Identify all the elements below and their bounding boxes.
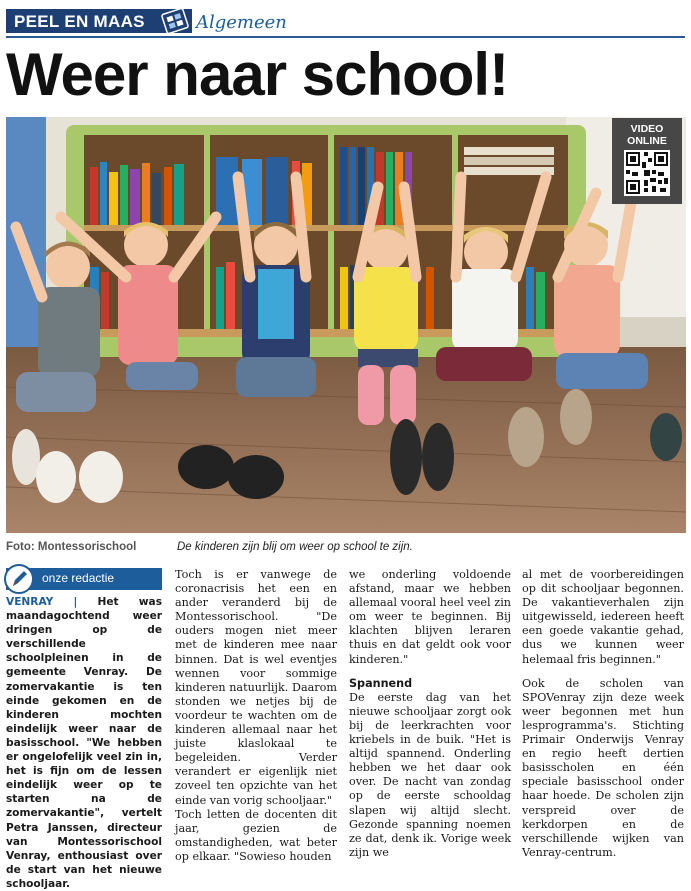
author-byline (6, 568, 162, 590)
article-intro: Het was maandagochtend weer dringen op de verschillende schoolpleinen in de gemeente Venray. De zomervakantie is ten einde gekomen en de kinderen mochten eindelijk weer naar de basisschool. "We hebben er ongelofelijk veel zin in, het is fijn om de lessen eindelijk weer op te starten na de zomervakantie", vertelt Petra Janssen, directeur van Montessorischool Venray, enthousiast over de start van het nieuwe schooljaar. (6, 596, 163, 890)
video-badge-line1: VIDEO (630, 123, 664, 135)
article-column-1 (6, 595, 162, 891)
brand-logo-icon (160, 6, 190, 36)
paragraph: al met de voorbereidingen op dit schooljaar begonnen. De vakantieverhalen zijn uitgewisseld, iedereen heeft een goede vakantie gehad, dus we kunnen weer helemaal fris beginnen." (522, 568, 684, 666)
article-column-4 (522, 568, 684, 860)
video-badge-label (612, 123, 682, 147)
paragraph: Toch is er vanwege de coronacrisis het een en ander veranderd bij de Montessorischool. "De ouders mogen niet meer met de kinderen mee naar binnen. Dat is wel eventjes wennen voor sommige kinderen natuurlijk. Daarom stonden we netjes bij de voordeur te wachten om de kinderen allemaal naar het juiste klaslokaal te begeleiden. Verder verandert er eigenlijk niet zoveel ten opzichte van het einde van vorig schooljaar." (175, 568, 337, 807)
header-rule (6, 36, 685, 38)
paragraph: De eerste dag van het nieuwe schooljaar zorgt ook bij de leerkrachten voor kriebels in de buik. "Het is altijd spannend. Onderling hebben we het daar ook over. De nacht van zondag op de eerste schooldag slapen wij altijd slecht. Gezonde spanning noemen ze dat, denk ik. Vorige week zijn we (349, 690, 511, 859)
article-column-3 (349, 568, 511, 860)
newspaper-header (6, 6, 686, 36)
video-badge-line2: ONLINE (627, 135, 667, 147)
paragraph: Toch letten de docenten dit jaar, gezien de omstandigheden, wat beter op elkaar. "Sowieso houden (175, 807, 337, 863)
section-label: Algemeen (196, 12, 287, 33)
paragraph: Ook de scholen van SPOVenray zijn deze week weer begonnen met hun lesprogramma's. Stichting Primair Onderwijs Venray en regio heeft dertien basisscholen en één speciale basisschool onder haar hoede. De scholen zijn verspreid over de kerkdorpen en de verschillende wijken van Venray-centrum. (522, 676, 684, 859)
author-name: onze redactie (42, 571, 115, 585)
article-photo (6, 117, 686, 533)
qr-code-icon[interactable] (624, 150, 670, 196)
dateline: VENRAY | (6, 596, 78, 608)
article-column-2 (175, 568, 337, 864)
video-online-badge[interactable] (612, 118, 682, 204)
subheading: Spannend (349, 676, 413, 690)
photo-credit: Foto: Montessorischool (6, 541, 137, 553)
brand-name: PEEL EN MAAS (14, 12, 145, 31)
headline: Weer naar school! (6, 41, 509, 108)
photo-caption: De kinderen zijn blij om weer op school te zijn. (177, 541, 413, 553)
pen-icon (4, 564, 34, 594)
paragraph: we onderling voldoende afstand, maar we hebben allemaal vooral heel veel zin om weer te beginnen. Bij klachten blijven leraren thuis en dat geldt ook voor kinderen." (349, 568, 511, 666)
